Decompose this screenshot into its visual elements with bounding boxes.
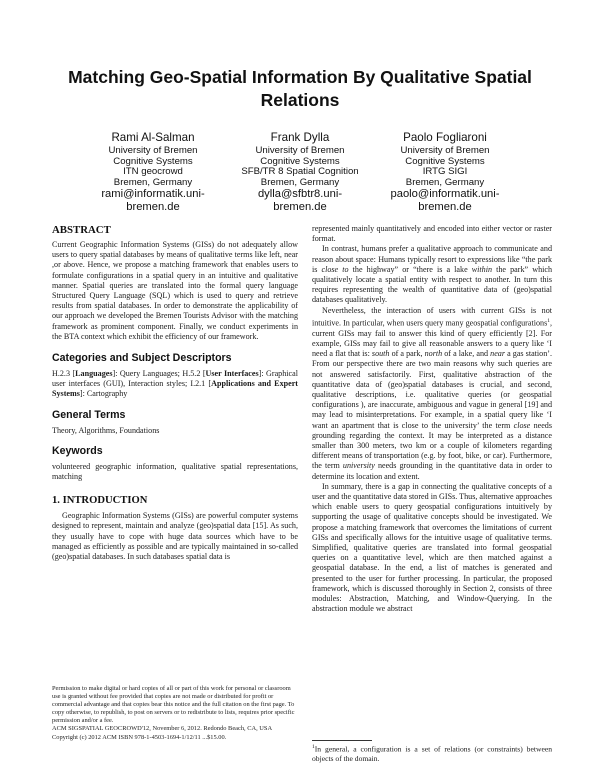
- introduction-heading: 1. INTRODUCTION: [52, 495, 148, 507]
- author-affiliation: Bremen, Germany: [405, 176, 485, 188]
- author-affiliation: Cognitive Systems: [113, 155, 193, 167]
- author-affiliation: Cognitive Systems: [405, 155, 485, 167]
- author-email: paolo@informatik.uni-bremen.de: [390, 188, 500, 213]
- keywords-text: volunteered geographic information, qualitative spatial representations, matching: [52, 461, 298, 482]
- footnote-reference: 1: [547, 317, 550, 324]
- body-paragraph: In summary, there is a gap in connecting the qualitative concepts of a user and the quantitative data stored in GISs. Thus, alternative approaches which enable users to query geospatial configurations intuitively by supporting the usage of qualitative concepts should be investigated. We propose a matching framework that overcomes the limitations of current GISs and specifically allows for the intuitive usage of qualitative terms. Simplified, qualitative queries are translated into formal geospatial queries on a quantitative level, which are then matched against a geospatial database. In the end, a list of matches is generated and presented to the user for further processing. In particular, the proposed framework, which is discussed thoroughly in Section 2, consists of three modules: Abstraction, Matching, and Window-Querying. In the abstraction module we abstract: [312, 481, 552, 614]
- permission-notice: [52, 685, 298, 742]
- author-affiliation: University of Bremen: [255, 145, 345, 156]
- abstract-heading: ABSTRACT: [52, 224, 111, 236]
- body-paragraph: In contrast, humans prefer a qualitative approach to communicate and reason about space: Humans typically resort to expressions like “the park is close to the highway” or “there is a lake within the park” which qualitatively locate a spatial entity with respect to another. In turn this requires representing the wealth of quantitative data of (geo)spatial databases qualitatively.: [312, 244, 552, 305]
- author-affiliation: University of Bremen: [400, 145, 490, 156]
- author-email: dylla@sfbtr8.uni-bremen.de: [257, 188, 343, 213]
- author-affiliation: ITN geocrowd: [123, 166, 183, 178]
- author-block-3: [360, 131, 530, 214]
- author-affiliation: Bremen, Germany: [113, 176, 193, 188]
- permission-text: Permission to make digital or hard copies of all or part of this work for personal or classroom use is granted without fee provided that copies are not made or distributed for profit or commercial advantage and that copies bear this notice and the full citation on the first page. To copy otherwise, to republish, to post on servers or to redistribute to lists, requires prior specific permission and/or a fee.: [52, 685, 295, 725]
- footnote-text: In general, a configuration is a set of relations (or constraints) between objects of the domain.: [312, 744, 552, 763]
- author-affiliation: University of Bremen: [108, 145, 198, 156]
- footnote-mark: 1: [312, 744, 315, 750]
- venue-text: ACM SIGSPATIAL GEOCROWD'12, November 6, 2012. Redondo Beach, CA, USA: [52, 725, 273, 733]
- author-affiliation: IRTG SIGI: [422, 166, 468, 178]
- categories-heading: Categories and Subject Descriptors: [52, 352, 232, 365]
- author-name: Rami Al-Salman: [111, 131, 195, 144]
- general-terms-text: Theory, Algorithms, Foundations: [52, 425, 160, 435]
- body-paragraph: represented mainly quantitatively and encoded into either vector or raster format.: [312, 224, 552, 244]
- author-affiliation: Bremen, Germany: [260, 176, 340, 188]
- paper-title: Matching Geo-Spatial Information By Qualitative Spatial Relations: [68, 67, 532, 110]
- author-email: rami@informatik.uni-bremen.de: [101, 188, 205, 213]
- left-column: [52, 224, 298, 562]
- author-name: Frank Dylla: [270, 131, 330, 144]
- body-paragraph: Nevertheless, the interaction of users with current GISs is not intuitive. In particular, when users query many geospatial configurations$^1$, current GISs may fail to answer this kind of query efficiently [2]. For example, GISs may fail to give all reasonable answers to a query like ‘I need a flat that is: south of a park, north of a lake, and near a gas station’. From our perspective there are two main reasons why such queries are not answered satisfactorily. First, qualitative abstraction of the quantitative data of (geo)spatial databases is crucial, and second, qualitative descriptions, i.e. qualitative queries (or geospatial configurations ), are inaccurate, ambiguous and vague in general [19] and may lead to misinterpretations. For example, in a spatial query like ‘I want an apartment that is close to the university’ the term close needs grounding regarding the context. It may be interpreted as a distance smaller than 300 meters, two km or a couple of kilometers regarding different means of transportation (e.g. by foot, bike, or car). Furthermore, the term university needs grounding in the quantitative data in order to determine its location and extent.: [312, 305, 552, 481]
- author-name: Paolo Fogliaroni: [403, 131, 487, 144]
- copyright-text: Copyright (c) 2012 ACM ISBN 978-1-4503-1694-1/12/11 ...$15.00.: [52, 733, 227, 741]
- introduction-paragraph: Geographic Information Systems (GISs) are powerful computer systems designed to represent, maintain and analyze (geo)spatial data [15]. As such, they usually have to cope with huge data sources which have to be managed as efficiently as possible and are typically maintained in so-called (geo)spatial databases. In such databases spatial data is: [52, 511, 298, 562]
- right-column: [312, 224, 552, 614]
- author-affiliation: Cognitive Systems: [260, 155, 340, 167]
- footnote-divider: [312, 740, 372, 741]
- general-terms-heading: General Terms: [52, 408, 126, 421]
- abstract-text: Current Geographic Information Systems (GISs) do not adequately allow users to query spatial databases by means of qualitative terms like left, near ,or above. Hence, we propose a matching framework that enables users to formulate configurations in a spatial query in an intuitive and qualitative manner. Spatial queries are translated into the formal query language Structured Query Language (SQL) which is used to query and retrieve results from spatial databases. In order to demonstrate the applicability of our approach we developed the Bremen Tourists Advisor with the matching framework as prominent component. Finally, we conduct experiments in the BTA context which exhibit the efficiency of our framework.: [52, 240, 298, 341]
- categories-text: H.2.3 [Languages]: Query Languages; H.5.2 [User Interfaces]: Graphical user interfaces (GUI), Interaction styles; I.2.1 [Applications and Expert Systems]: Cartography: [52, 369, 298, 399]
- footnote: [312, 743, 552, 763]
- author-block-1: [68, 131, 238, 214]
- author-affiliation: SFB/TR 8 Spatial Cognition: [241, 166, 359, 178]
- keywords-heading: Keywords: [52, 444, 103, 457]
